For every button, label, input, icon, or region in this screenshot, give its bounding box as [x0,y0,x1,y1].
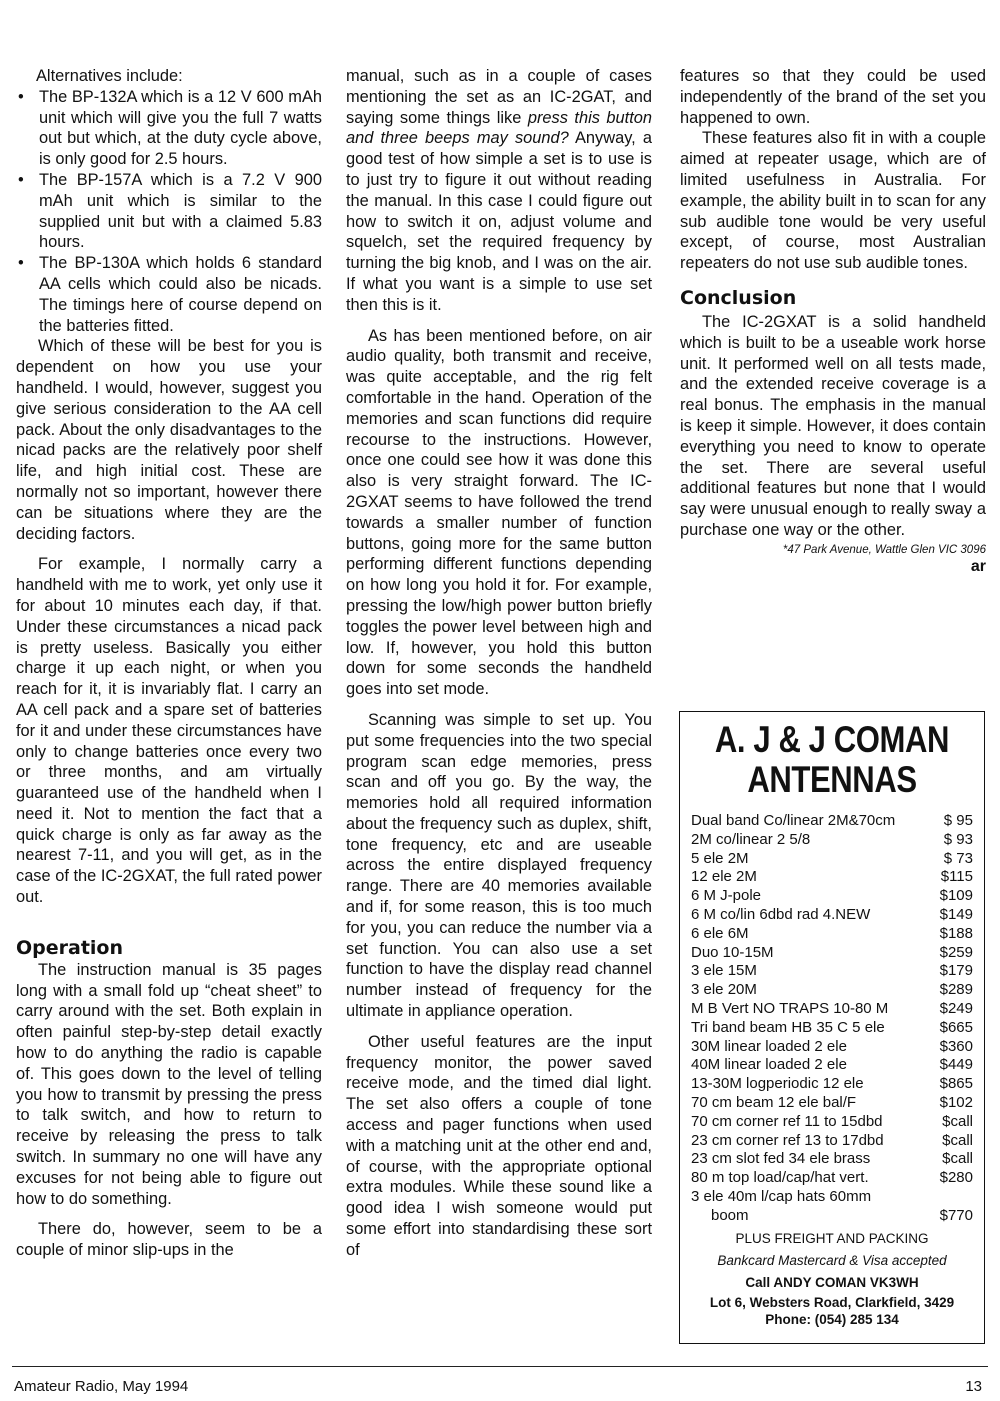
price-row [691,1150,973,1169]
item-name: 40M linear loaded 2 ele [691,1056,847,1074]
item-price: $665 [939,1018,973,1036]
item-name: 6 ele 6M [691,924,749,942]
battery-list [16,87,322,337]
paragraph: The IC-2GXAT is a solid handheld which is built to be a useable work horse unit. It performed well on all tests made, and the extended receive coverage is a real bonus. The emphasis in the manual is keep it simple. However, it does contain everything you need to know to operate the set. There are several useful additional features but none that I would say were unusual enough to really sway a purchase one way or the other. [680,312,986,539]
price-row [691,944,973,963]
item-name: M B Vert NO TRAPS 10-80 M [691,999,889,1017]
page-number: 13 [965,1378,982,1395]
item-name: Duo 10-15M [691,943,774,961]
item-price: $ 73 [943,849,973,867]
author-address: *47 Park Avenue, Wattle Glen VIC 3096 [782,543,986,556]
bullet-icon: • [18,87,24,106]
antenna-advertisement [679,711,985,1344]
price-list [691,812,973,1188]
paragraph: There do, however, seem to be a couple of minor slip-ups in the [16,1220,322,1260]
paragraph: For example, I normally carry a handheld with me to work, yet only use it for about 10 minutes each day, if that. Under these circumstances a nicad pack is pretty useless. Basically you either charge it up each night, or when you reach for it, it is invariably flat. I carry an AA cell pack and a spare set of batteries for it and under these circumstances have only to change batteries once every two or three months, and am virtually guaranteed use of the handheld when I need it. Not to mention the fact that a quick charge is only as far away as the nearest 7-11, and you will get, as in the case of the IC-2GXAT, the full rated power out. [16,555,322,907]
footer-rule [12,1366,988,1367]
paragraph: features so that they could be used independently of the brand of the set you happened to own. [680,67,986,127]
column-1 [16,66,322,1261]
price-row [691,1038,973,1057]
item-name: 30M linear loaded 2 ele [691,1037,847,1055]
list-item: • The BP-157A which is a 7.2 V 900 mAh unit which is similar to the supplied unit but with a claimed 5.83 hours. [18,170,322,252]
cards-note: Bankcard Mastercard & Visa accepted [717,1252,947,1268]
item-price: $call [942,1150,973,1168]
price-row [691,1000,973,1019]
section-heading-conclusion: Conclusion [680,286,797,309]
item-price: $360 [939,1037,973,1055]
italic-quote: press this button and three beeps may sound? [346,108,652,148]
price-row [691,962,973,981]
item-name: 6 M co/lin 6dbd rad 4.NEW [691,905,871,923]
bullet-icon: • [18,254,24,273]
price-row [691,1075,973,1094]
item-price: $280 [939,1169,973,1187]
item-name: 3 ele 20M [691,981,757,999]
item-price: $115 [940,868,973,886]
contact-phone: Phone: (054) 285 134 [765,1311,899,1327]
section-heading-operation: Operation [16,936,124,959]
price-row [691,1056,973,1075]
price-row: 3 ele 40m l/cap hats 60mm [691,1187,872,1205]
item-name: Dual band Co/linear 2M&70cm [691,812,896,829]
item-price: $249 [939,999,973,1017]
alternatives-intro: Alternatives include: [36,67,183,85]
price-row [691,981,973,1000]
item-price: $149 [939,905,973,923]
contact-call: Call ANDY COMAN VK3WH [745,1274,919,1290]
column-2 [346,66,652,1261]
item-price: $call [942,1112,973,1130]
contact-address: Lot 6, Websters Road, Clarkfield, 3429 [709,1294,955,1310]
item-price: $ 95 [943,812,973,829]
price-row [691,1113,973,1132]
end-mark: ar [970,557,986,575]
item-price: $179 [939,962,973,980]
item-name: Tri band beam HB 35 C 5 ele [691,1018,885,1036]
paragraph: Other useful features are the input frequency monitor, the power saved receive mode, and the timed dial light. The set also offers a couple of tone access and pager functions when used with a matching unit at the other end and, of course, with the appropriate optional extra modules. While these sound like a good idea I wish someone would put some effort into standardising these sort of [346,1032,652,1259]
item-name: 80 m top load/cap/hat vert. [691,1169,869,1187]
price-row [691,887,973,906]
item-name: 70 cm corner ref 11 to 15dbd [691,1112,883,1130]
item-price: $289 [939,981,973,999]
price-row [691,1019,973,1038]
ad-footer [691,1228,973,1328]
price-row: boom $770 [711,1206,973,1224]
item-name: 6 M J-pole [691,887,762,905]
paragraph: These features also fit in with a couple aimed at repeater usage, which are of limited usefulness in Australia. For example, the ability built in to scan for any sub audible tone would be very useful except, of course, most Australian repeaters do not use sub audible tones. [680,129,986,273]
item-price: $ 93 [943,830,973,848]
column-3 [680,66,986,576]
list-item: • The BP-130A which holds 6 standard AA cells which could also be nicads. The timings here of course depend on the batteries fitted. [18,254,322,335]
item-name: 2M co/linear 2 5/8 [691,830,811,848]
paragraph: Scanning was simple to set up. You put some frequencies into the two special program scan edge memories, press scan and off you go. By the way, the memories hold all required information about the frequency such as duplex, shift, tone frequency, etc and are useable across the entire displayed frequency range. There are 40 memories available and if, for some reason, this is too much for you, you can reduce the number via a set function. You can also use a set function to have the display read channel number instead of frequency for the ultimate in appliance operation. [346,710,652,1021]
price-row [691,831,973,850]
publication-footer: Amateur Radio, May 1994 [14,1378,189,1395]
item-name: 70 cm beam 12 ele bal/F [691,1093,857,1111]
item-name: 12 ele 2M [691,868,757,886]
item-name: 23 cm corner ref 13 to 17dbd [691,1131,884,1149]
item-name: 13-30M logperiodic 12 ele [691,1075,864,1093]
price-row [691,868,973,887]
paragraph: The instruction manual is 35 pages long with a small fold up “cheat sheet” to carry around with the set. Both explain in often painful step-by-step detail exactly how to do anything the radio is capable of. This goes down to the level of telling you how to transmit by pressing the press to talk switch, and how to return to receive by releasing the press to talk switch. In summary no one will have any excuses for not being able to figure out how to do something. [16,960,322,1208]
price-row [691,1169,973,1188]
price-row [691,850,973,869]
item-price: $865 [939,1075,973,1093]
item-price: $449 [939,1056,973,1074]
price-row [691,1132,973,1151]
item-price: $call [942,1131,973,1149]
price-row [691,906,973,925]
item-price: $102 [939,1093,973,1111]
item-name: 5 ele 2M [691,849,749,867]
item-name: 3 ele 15M [691,962,757,980]
paragraph: Which of these will be best for you is dependent on how you use your handheld. I would, however, suggest you give serious consideration to the AA cell pack. About the only disadvantages to the nicad packs are the relatively poor shelf life, and high initial cost. These are normally not so important, however there can be situations where they are the deciding factors. [16,337,322,543]
item-price: $109 [939,887,973,905]
price-row [691,1094,973,1113]
bullet-icon: • [18,170,24,189]
item-price: $188 [939,924,973,942]
list-item: • The BP-132A which is a 12 V 600 mAh unit which will give you the full 7 watts out but which, at the duty cycle above, is only good for 2.5 hours. [18,87,322,169]
price-row [691,925,973,944]
freight-note: PLUS FREIGHT AND PACKING [735,1230,929,1246]
paragraph: manual, such as in a couple of cases mentioning the set as an IC-2GAT, and saying some things like press this button and three beeps may sound? Anyway, a good test of how simple a set is to use is to just try to figure it out without reading the manual. In this case I could figure out how to switch it on, adjust volume and squelch, set the required frequency by turning the big knob, and I was on the air. If what you want is a simple to use set then this is it. [346,67,653,314]
paragraph: As has been mentioned before, on air audio quality, both transmit and receive, was quite acceptable, and the rig felt comfortable in the hand. Operation of the memories and scan functions did require recourse to the instructions. However, once one could see how it was done this also is very straight forward. The IC-2GXAT seems to have followed the trend towards a smaller number of function buttons, going more for the same button performing different functions depending on how long you hold it for. For example, pressing the low/high power button briefly toggles the power level between high and low. If, however, you hold this button down for some seconds the handheld goes into set mode. [346,326,652,699]
item-price: $259 [939,943,973,961]
price-list-last-item [691,1188,973,1226]
item-name: 23 cm slot fed 34 ele brass [691,1150,871,1168]
price-row [691,812,973,831]
ad-title: A. J & J COMAN ANTENNAS [714,719,950,800]
